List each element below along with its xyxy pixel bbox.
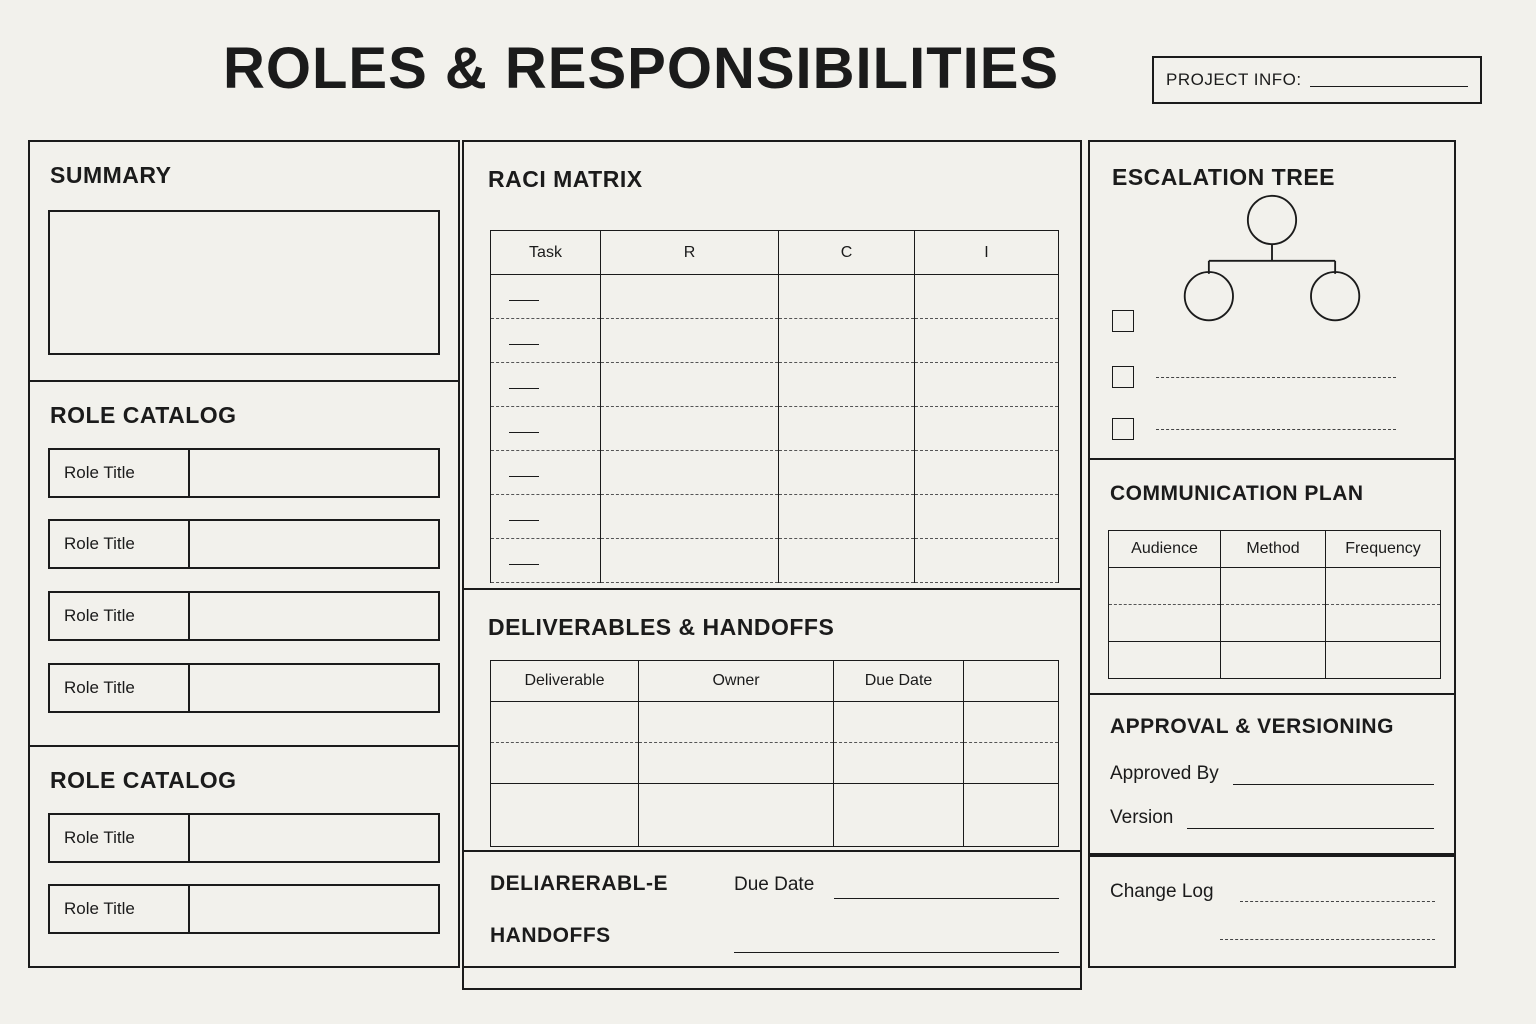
deliverables-header-row — [491, 661, 1059, 702]
deliverables-table — [490, 660, 1059, 847]
comm-cell-frequency[interactable] — [1326, 605, 1441, 642]
role-catalog-section-1 — [30, 382, 458, 747]
table-row[interactable] — [491, 539, 1059, 583]
del-cell-blank[interactable] — [964, 743, 1059, 784]
tree-node-top — [1248, 196, 1296, 244]
raci-r-cell[interactable] — [601, 495, 779, 539]
del-cell-due-date[interactable] — [834, 784, 964, 847]
table-row[interactable] — [491, 702, 1059, 743]
raci-i-cell[interactable] — [915, 319, 1059, 363]
escalation-write-line[interactable] — [1156, 428, 1396, 430]
raci-i-cell[interactable] — [915, 451, 1059, 495]
table-row[interactable] — [491, 407, 1059, 451]
raci-task-cell[interactable] — [491, 407, 601, 451]
role-value-input[interactable] — [190, 665, 438, 711]
handoffs-due-date-line[interactable] — [834, 898, 1059, 899]
raci-task-cell[interactable] — [491, 451, 601, 495]
raci-col-c: C — [779, 231, 915, 275]
raci-col-i: I — [915, 231, 1059, 275]
page-title: ROLES & RESPONSIBILITIES — [223, 36, 1060, 101]
version-label: Version — [1110, 807, 1174, 828]
role-value-input[interactable] — [190, 815, 438, 861]
comm-col-method: Method — [1221, 531, 1326, 568]
middle-column — [462, 140, 1082, 968]
role-row[interactable] — [48, 519, 440, 569]
raci-r-cell[interactable] — [601, 363, 779, 407]
del-cell-owner[interactable] — [639, 702, 834, 743]
raci-table — [490, 230, 1059, 583]
role-value-input[interactable] — [190, 593, 438, 639]
checkbox-icon[interactable] — [1112, 310, 1134, 332]
role-title-label: Role Title — [50, 593, 190, 639]
del-cell-blank[interactable] — [964, 702, 1059, 743]
raci-c-cell[interactable] — [779, 363, 915, 407]
change-log-line-2[interactable] — [1220, 939, 1435, 940]
table-row[interactable] — [491, 319, 1059, 363]
task-write-line — [509, 476, 539, 477]
raci-col-r: R — [601, 231, 779, 275]
comm-cell-audience[interactable] — [1109, 568, 1221, 605]
checkbox-icon[interactable] — [1112, 418, 1134, 440]
del-cell-blank[interactable] — [964, 784, 1059, 847]
handoffs-title-line2: HANDOFFS — [490, 924, 611, 947]
raci-i-cell[interactable] — [915, 539, 1059, 583]
comm-cell-frequency[interactable] — [1326, 642, 1441, 679]
raci-r-cell[interactable] — [601, 451, 779, 495]
del-col-owner: Owner — [639, 661, 834, 702]
raci-i-cell[interactable] — [915, 407, 1059, 451]
del-cell-due-date[interactable] — [834, 743, 964, 784]
right-column — [1088, 140, 1456, 968]
del-col-deliverable: Deliverable — [491, 661, 639, 702]
role-row[interactable] — [48, 884, 440, 934]
raci-r-cell[interactable] — [601, 275, 779, 319]
del-cell-due-date[interactable] — [834, 702, 964, 743]
raci-i-cell[interactable] — [915, 495, 1059, 539]
role-value-input[interactable] — [190, 886, 438, 932]
escalation-title: ESCALATION TREE — [1112, 164, 1336, 190]
deliverables-title: DELIVERABLES & HANDOFFS — [488, 614, 835, 640]
role-catalog-section-2 — [30, 747, 458, 970]
task-write-line — [509, 344, 539, 345]
raci-title: RACI MATRIX — [488, 166, 643, 192]
del-col-due-date: Due Date — [834, 661, 964, 702]
summary-textarea[interactable] — [48, 210, 440, 355]
version-line[interactable] — [1187, 812, 1434, 829]
change-log-label: Change Log — [1110, 881, 1214, 902]
comm-cell-audience[interactable] — [1109, 605, 1221, 642]
raci-r-cell[interactable] — [601, 319, 779, 363]
communication-plan-panel — [1088, 460, 1456, 695]
escalation-tree-panel — [1088, 140, 1456, 460]
role-title-label: Role Title — [50, 450, 190, 496]
role-value-input[interactable] — [190, 521, 438, 567]
table-row[interactable] — [491, 275, 1059, 319]
raci-c-cell[interactable] — [779, 275, 915, 319]
header — [28, 36, 1508, 110]
del-cell-owner[interactable] — [639, 784, 834, 847]
communication-title: COMMUNICATION PLAN — [1110, 482, 1364, 505]
role-value-input[interactable] — [190, 450, 438, 496]
role-row[interactable] — [48, 591, 440, 641]
raci-c-cell[interactable] — [779, 451, 915, 495]
escalation-checkbox-row[interactable] — [1112, 366, 1396, 388]
raci-c-cell[interactable] — [779, 319, 915, 363]
approval-versioning-panel — [1088, 695, 1456, 855]
change-log-panel — [1088, 855, 1456, 968]
role-catalog-title-2: ROLE CATALOG — [50, 767, 237, 793]
summary-title: SUMMARY — [50, 162, 172, 188]
raci-task-cell[interactable] — [491, 539, 601, 583]
raci-header-row — [491, 231, 1059, 275]
role-title-label: Role Title — [50, 815, 190, 861]
raci-matrix-panel — [462, 140, 1082, 590]
table-row[interactable] — [491, 363, 1059, 407]
raci-c-cell[interactable] — [779, 539, 915, 583]
comm-cell-frequency[interactable] — [1326, 568, 1441, 605]
del-col-blank — [964, 661, 1059, 702]
del-cell-owner[interactable] — [639, 743, 834, 784]
comm-cell-method[interactable] — [1221, 568, 1326, 605]
role-row[interactable] — [48, 813, 440, 863]
project-info-field[interactable] — [1152, 56, 1482, 104]
role-title-label: Role Title — [50, 521, 190, 567]
escalation-checkbox-row[interactable] — [1112, 310, 1396, 332]
role-row[interactable] — [48, 448, 440, 498]
change-log-line-1[interactable] — [1240, 901, 1435, 902]
task-write-line — [509, 564, 539, 565]
handoffs-due-date-label: Due Date — [734, 874, 815, 895]
table-row[interactable] — [1109, 605, 1441, 642]
approval-title: APPROVAL & VERSIONING — [1110, 715, 1394, 738]
handoffs-panel — [462, 850, 1082, 968]
role-row[interactable] — [48, 663, 440, 713]
table-row[interactable] — [491, 451, 1059, 495]
communication-table — [1108, 530, 1441, 679]
project-info-label: PROJECT INFO: — [1166, 70, 1302, 89]
comm-col-frequency: Frequency — [1326, 531, 1441, 568]
table-row[interactable] — [491, 495, 1059, 539]
raci-c-cell[interactable] — [779, 407, 915, 451]
raci-r-cell[interactable] — [601, 539, 779, 583]
raci-i-cell[interactable] — [915, 363, 1059, 407]
raci-c-cell[interactable] — [779, 495, 915, 539]
comm-cell-method[interactable] — [1221, 605, 1326, 642]
project-info-write-line[interactable] — [1310, 72, 1468, 87]
raci-task-cell[interactable] — [491, 363, 601, 407]
table-row[interactable] — [491, 743, 1059, 784]
raci-r-cell[interactable] — [601, 407, 779, 451]
summary-section — [30, 142, 458, 382]
table-row[interactable] — [1109, 568, 1441, 605]
handoffs-title-line1: DELIARERABL-E — [490, 872, 668, 895]
table-row[interactable] — [1109, 642, 1441, 679]
task-write-line — [509, 300, 539, 301]
approved-by-line[interactable] — [1233, 768, 1434, 785]
del-cell-deliverable[interactable] — [491, 702, 639, 743]
handoffs-write-line[interactable] — [734, 952, 1059, 953]
escalation-tree-diagram — [1090, 194, 1454, 324]
escalation-write-line[interactable] — [1156, 376, 1396, 378]
comm-cell-audience[interactable] — [1109, 642, 1221, 679]
left-column — [28, 140, 460, 968]
raci-i-cell[interactable] — [915, 275, 1059, 319]
comm-header-row — [1109, 531, 1441, 568]
version-field[interactable] — [1110, 807, 1434, 829]
comm-cell-method[interactable] — [1221, 642, 1326, 679]
raci-task-cell[interactable] — [491, 319, 601, 363]
escalation-checkbox-row[interactable] — [1112, 418, 1396, 440]
raci-task-cell[interactable] — [491, 275, 601, 319]
task-write-line — [509, 388, 539, 389]
role-title-label: Role Title — [50, 665, 190, 711]
raci-task-cell[interactable] — [491, 495, 601, 539]
checkbox-icon[interactable] — [1112, 366, 1134, 388]
raci-col-task: Task — [491, 231, 601, 275]
approved-by-label: Approved By — [1110, 763, 1219, 784]
table-row[interactable] — [491, 784, 1059, 847]
role-catalog-title-1: ROLE CATALOG — [50, 402, 237, 428]
task-write-line — [509, 432, 539, 433]
del-cell-deliverable[interactable] — [491, 784, 639, 847]
comm-col-audience: Audience — [1109, 531, 1221, 568]
role-title-label: Role Title — [50, 886, 190, 932]
task-write-line — [509, 520, 539, 521]
del-cell-deliverable[interactable] — [491, 743, 639, 784]
approved-by-field[interactable] — [1110, 763, 1434, 785]
